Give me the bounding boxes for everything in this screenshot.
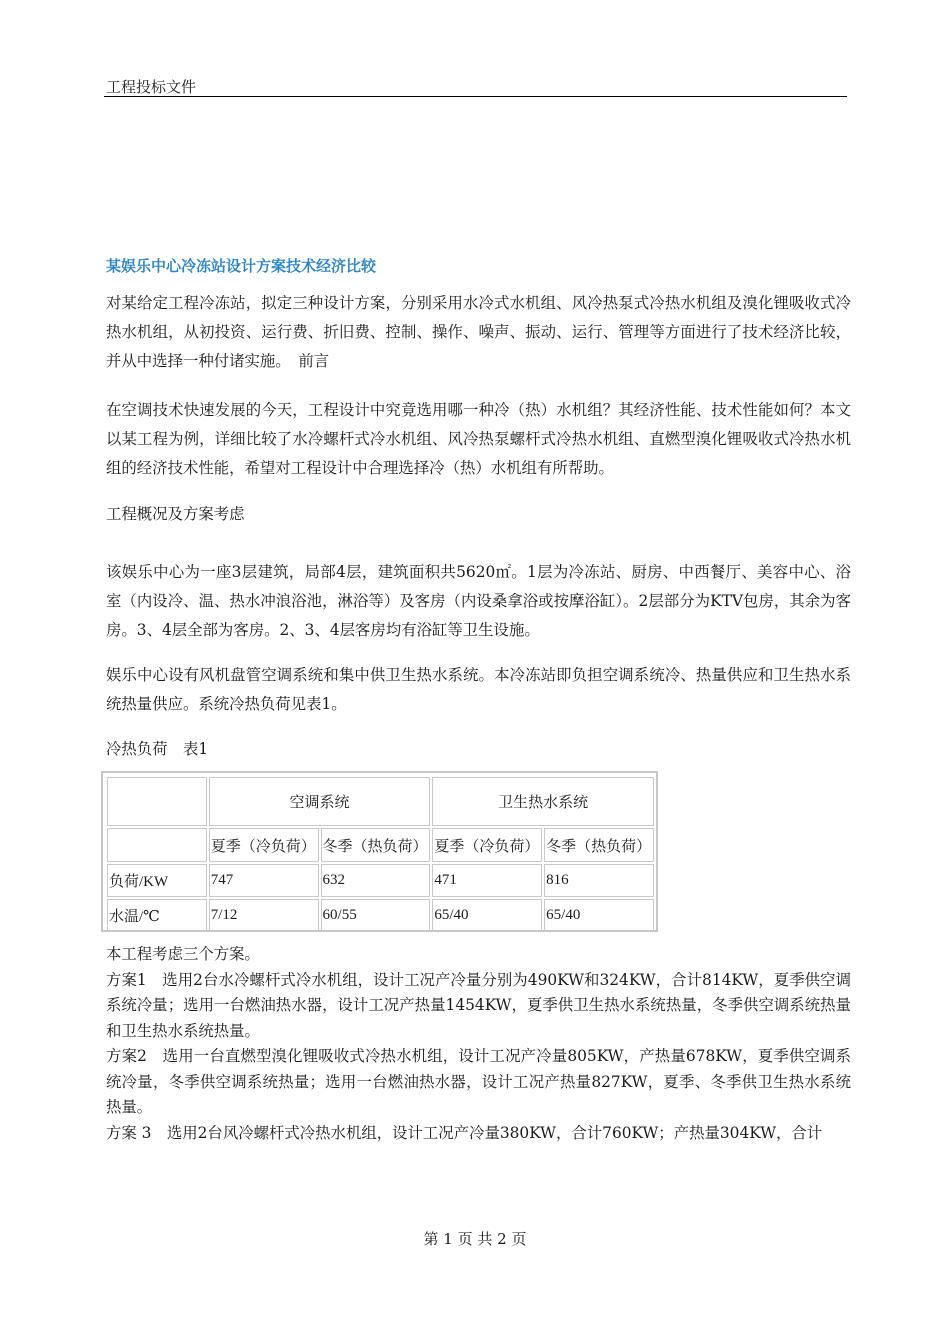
table-cell: 7/12 <box>209 899 319 932</box>
article-title: 某娱乐中心冷冻站设计方案技术经济比较 <box>106 257 377 275</box>
table-caption: 冷热负荷 表1 <box>106 740 209 758</box>
table-group-header-row <box>107 777 654 826</box>
load-table-frame <box>101 771 658 932</box>
row-label-cell: 水温/℃ <box>107 899 207 932</box>
table-cell: 471 <box>432 864 542 897</box>
table-cell: 816 <box>544 864 654 897</box>
intro-paragraph: 在空调技术快速发展的今天，工程设计中究竟选用哪一种冷（热）水机组？其经济性能、技术性能如何？本文以某工程为例，详细比较了水冷螺杆式冷水机组、风冷热泵螺杆式冷热水机组、直燃型溴化锂吸收式冷热水机组的经济技术性能，希望对工程设计中合理选择冷（热）水机组有所帮助。 <box>106 401 851 477</box>
table-empty-cell <box>107 828 207 862</box>
group-header-ac: 空调系统 <box>209 777 431 826</box>
table-cell: 632 <box>321 864 431 897</box>
table-cell: 60/55 <box>321 899 431 932</box>
building-overview-paragraph: 该娱乐中心为一座3层建筑，局部4层，建筑面积共5620㎡。1层为冷冻站、厨房、中西餐厅、美容中心、浴室（内设冷、温、热水冲浪浴池，淋浴等）及客房（内设桑拿浴或按摩浴缸）。2层部分为KTV包房，其余为客房。3、4层全部为客房。2、3、4层客房均有浴缸等卫生设施。 <box>106 563 851 639</box>
page-footer: 第 1 页 共 2 页 <box>423 1230 527 1248</box>
table-cell: 65/40 <box>544 899 654 932</box>
sub-header-cell: 冬季（热负荷） <box>544 828 654 862</box>
row-label-cell: 负荷/KW <box>107 864 207 897</box>
section-heading: 工程概况及方案考虑 <box>106 505 245 523</box>
header-rule <box>104 96 847 97</box>
table-cell: 747 <box>209 864 319 897</box>
sub-header-cell: 夏季（冷负荷） <box>209 828 319 862</box>
table-cell: 65/40 <box>432 899 542 932</box>
group-header-hot-water: 卫生热水系统 <box>432 777 654 826</box>
abstract-paragraph: 对某给定工程冷冻站，拟定三种设计方案，分别采用水冷式水机组、风冷热泵式冷热水机组及溴化锂吸收式冷热水机组，从初投资、运行费、折旧费、控制、操作、噪声、振动、运行、管理等方面进行了技术经济比较，并从中选择一种付诸实施。 前言 <box>106 294 851 370</box>
options-intro-line: 本工程考虑三个方案。 <box>106 945 260 963</box>
table-corner-cell <box>107 777 207 826</box>
option-3-paragraph: 方案 3 选用2台风冷螺杆式冷热水机组，设计工况产冷量380KW，合计760KW；产热量304KW，合计 <box>106 1123 823 1142</box>
sub-header-cell: 冬季（热负荷） <box>321 828 431 862</box>
system-description-paragraph: 娱乐中心设有风机盘管空调系统和集中供卫生热水系统。本冷冻站即负担空调系统冷、热量供应和卫生热水系统热量供应。系统冷热负荷见表1。 <box>106 666 851 713</box>
table-sub-header-row <box>107 828 654 862</box>
option-2-paragraph: 方案2 选用一台直燃型溴化锂吸收式冷热水机组，设计工况产冷量805KW，产热量678KW，夏季供空调系统冷量，冬季供空调系统热量；选用一台燃油热水器，设计工况产热量827KW，夏季、冬季供卫生热水系统热量。 <box>106 1047 851 1116</box>
load-table <box>105 775 656 934</box>
table-row <box>107 864 654 897</box>
sub-header-cell: 夏季（冷负荷） <box>432 828 542 862</box>
option-1-paragraph: 方案1 选用2台水冷螺杆式冷水机组，设计工况产冷量分别为490KW和324KW，合计814KW，夏季供空调系统冷量；选用一台燃油热水器，设计工况产热量1454KW，夏季供卫生热水系统热量，冬季供空调系统热量和卫生热水系统热量。 <box>106 970 851 1040</box>
table-row <box>107 899 654 932</box>
page-header: 工程投标文件 <box>106 78 197 96</box>
options-section <box>106 942 851 1146</box>
